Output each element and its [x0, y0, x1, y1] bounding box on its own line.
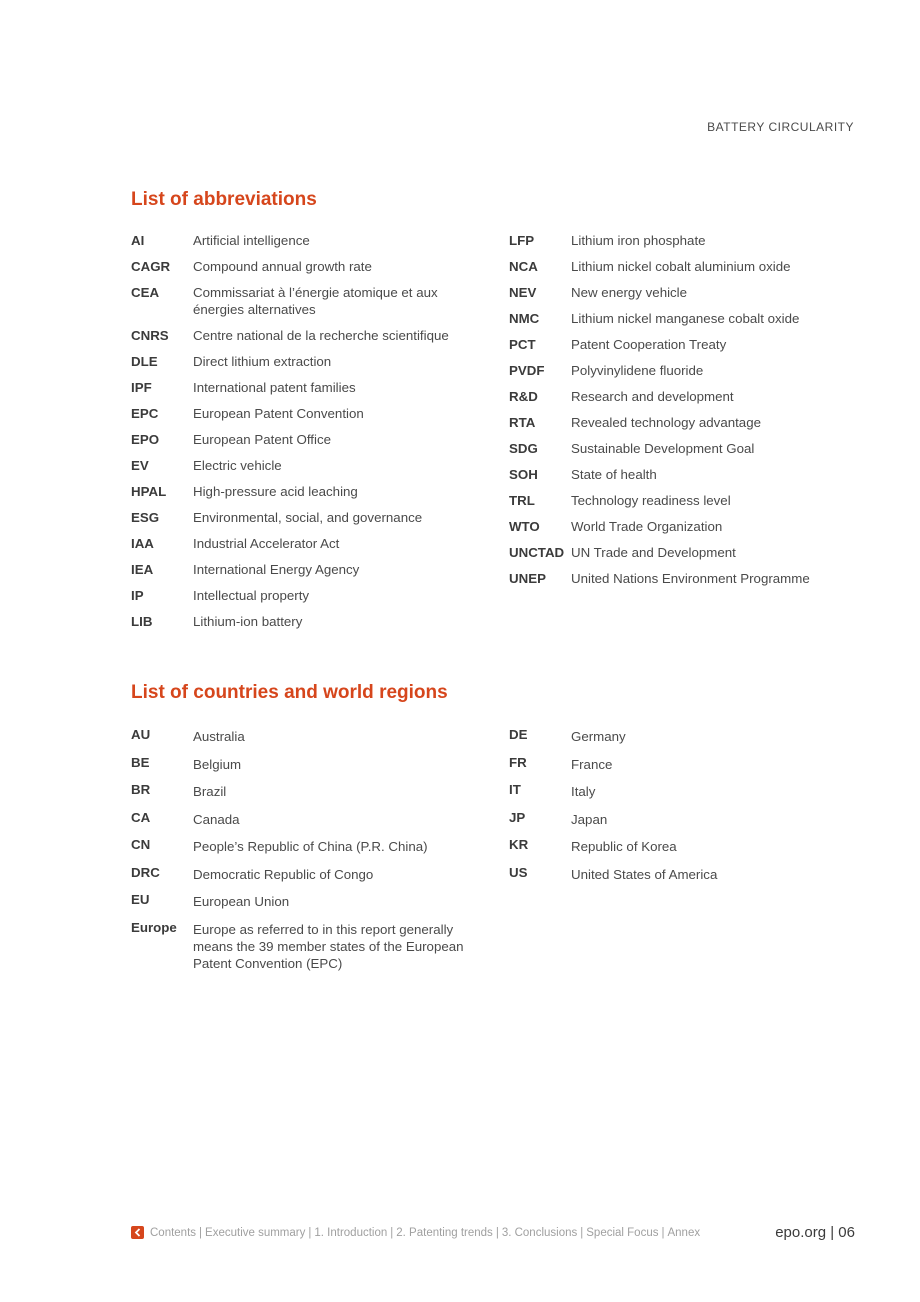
abbreviation-abbr: CEA [131, 285, 160, 300]
nav-link-annex[interactable]: Annex [667, 1226, 701, 1239]
abbreviation-row [131, 379, 491, 396]
abbreviation-abbr: NMC [509, 311, 540, 326]
abbreviation-row [509, 492, 869, 509]
abbreviation-abbr: UNCTAD [509, 545, 565, 560]
abbreviation-definition: Lithium nickel cobalt aluminium oxide [571, 259, 791, 274]
page-footer [131, 1224, 855, 1241]
abbreviation-abbr: RTA [509, 415, 536, 430]
abbreviation-abbr: CNRS [131, 328, 169, 343]
abbreviation-row [509, 544, 869, 561]
abbreviations-list-left [131, 232, 491, 639]
abbreviation-definition: Artificial intelligence [193, 233, 310, 248]
country-abbr: FR [509, 754, 527, 770]
country-row [131, 919, 491, 972]
abbreviation-row [131, 561, 491, 578]
abbreviation-definition: European Patent Office [193, 432, 331, 447]
abbreviation-definition: UN Trade and Development [571, 545, 736, 560]
abbreviation-definition: Intellectual property [193, 588, 310, 603]
abbreviation-abbr: WTO [509, 519, 540, 534]
abbreviation-row [131, 284, 491, 318]
country-definition: Australia [193, 729, 245, 744]
abbreviation-row [131, 327, 491, 344]
abbreviation-row [131, 353, 491, 370]
country-definition: Italy [571, 784, 596, 799]
abbreviation-definition: Patent Cooperation Treaty [571, 337, 727, 352]
abbreviation-abbr: IPF [131, 380, 152, 395]
abbreviation-row [131, 258, 491, 275]
abbreviation-abbr: NEV [509, 285, 537, 300]
abbreviation-abbr: EV [131, 458, 149, 473]
country-abbr: IT [509, 782, 521, 797]
nav-link-2-patenting-trends[interactable]: 2. Patenting trends [396, 1226, 493, 1239]
abbreviation-row [509, 570, 869, 587]
abbreviation-definition: Direct lithium extraction [193, 354, 332, 369]
abbreviation-row [509, 466, 869, 483]
abbreviation-abbr: PCT [509, 337, 536, 352]
country-definition: Brazil [193, 784, 227, 799]
abbreviation-row [131, 431, 491, 448]
abbreviation-row [131, 509, 491, 526]
abbreviation-definition: European Patent Convention [193, 406, 364, 421]
abbreviation-abbr: UNEP [509, 571, 546, 586]
abbreviation-definition: Lithium iron phosphate [571, 233, 706, 248]
chevron-left-icon[interactable] [131, 1226, 144, 1239]
abbreviation-abbr: SOH [509, 467, 538, 482]
country-definition: People’s Republic of China (P.R. China) [193, 839, 428, 854]
nav-link-1-introduction[interactable]: 1. Introduction [314, 1226, 388, 1239]
nav-link-3-conclusions[interactable]: 3. Conclusions [501, 1226, 578, 1239]
abbreviation-definition: International patent families [193, 380, 356, 395]
country-abbr: JP [509, 809, 526, 825]
country-row [509, 864, 869, 883]
abbreviation-definition: World Trade Organization [571, 519, 723, 534]
nav-separator: | [199, 1226, 203, 1239]
country-abbr: BE [131, 754, 150, 770]
nav-separator: | [390, 1226, 394, 1239]
country-abbr: DE [509, 727, 528, 742]
country-definition: European Union [193, 894, 290, 909]
abbreviations-title: List of abbreviations [131, 189, 317, 210]
country-definition: France [571, 756, 613, 772]
abbreviation-definition: Research and development [571, 389, 734, 404]
abbreviation-row [131, 535, 491, 552]
country-row [131, 726, 491, 745]
abbreviation-definition: Industrial Accelerator Act [193, 536, 340, 551]
abbreviation-row [509, 440, 869, 457]
abbreviation-row [509, 414, 869, 431]
abbreviation-abbr: IAA [131, 536, 154, 551]
abbreviation-row [509, 310, 869, 327]
nav-separator: | [661, 1226, 665, 1239]
country-definition: Germany [571, 729, 626, 744]
abbreviation-abbr: PVDF [509, 363, 545, 378]
nav-separator: | [495, 1226, 499, 1239]
abbreviation-abbr: TRL [509, 493, 535, 508]
country-definition: Belgium [193, 756, 242, 772]
abbreviation-abbr: LFP [509, 233, 535, 248]
abbreviation-row [131, 457, 491, 474]
country-abbr: EU [131, 892, 150, 907]
footer-navigation [131, 1226, 700, 1239]
abbreviation-definition: Commissariat à l’énergie atomique et aux énergies alternatives [193, 285, 438, 317]
abbreviation-abbr: AI [131, 233, 145, 248]
country-row [131, 754, 491, 773]
country-abbr: CN [131, 837, 151, 852]
abbreviation-row [131, 405, 491, 422]
country-definition: Japan [571, 811, 608, 827]
abbreviation-abbr: LIB [131, 614, 153, 629]
nav-separator: | [308, 1226, 312, 1239]
country-abbr: BR [131, 782, 151, 797]
abbreviation-definition: Revealed technology advantage [571, 415, 761, 430]
country-row [131, 891, 491, 910]
country-row [509, 754, 869, 773]
abbreviation-abbr: EPO [131, 432, 160, 447]
nav-link-contents[interactable]: Contents [150, 1226, 197, 1239]
abbreviation-abbr: EPC [131, 406, 159, 421]
abbreviation-row [509, 388, 869, 405]
country-definition: Republic of Korea [571, 839, 677, 854]
abbreviation-abbr: HPAL [131, 484, 167, 499]
abbreviation-definition: International Energy Agency [193, 562, 360, 577]
abbreviation-row [131, 483, 491, 500]
country-abbr: KR [509, 837, 529, 852]
country-row [509, 836, 869, 855]
abbreviation-definition: Environmental, social, and governance [193, 510, 423, 525]
abbreviation-row [509, 518, 869, 535]
abbreviation-row [509, 362, 869, 379]
abbreviation-definition: Technology readiness level [571, 493, 731, 508]
country-abbr: Europe [131, 919, 177, 935]
country-definition: Democratic Republic of Congo [193, 866, 374, 882]
abbreviation-abbr: NCA [509, 259, 538, 274]
abbreviation-row [509, 258, 869, 275]
countries-list-right [509, 726, 869, 891]
country-abbr: AU [131, 727, 151, 742]
abbreviation-definition: Compound annual growth rate [193, 259, 372, 274]
abbreviation-abbr: CAGR [131, 259, 171, 274]
country-row [131, 836, 491, 855]
abbreviation-row [131, 613, 491, 630]
country-row [131, 864, 491, 883]
abbreviation-row [509, 336, 869, 353]
abbreviation-abbr: SDG [509, 441, 538, 456]
abbreviation-abbr: ESG [131, 510, 160, 525]
abbreviation-row [131, 587, 491, 604]
country-definition: United States of America [571, 866, 718, 882]
abbreviation-row [131, 232, 491, 249]
country-row [509, 726, 869, 745]
abbreviations-list-right [509, 232, 869, 596]
country-abbr: CA [131, 809, 151, 825]
countries-list-left [131, 726, 491, 980]
abbreviation-abbr: IEA [131, 562, 154, 577]
abbreviation-definition: Electric vehicle [193, 458, 282, 473]
nav-link-executive-summary[interactable]: Executive summary [205, 1226, 306, 1239]
country-definition: Canada [193, 811, 240, 827]
country-row [131, 809, 491, 828]
abbreviation-definition: State of health [571, 467, 657, 482]
abbreviation-definition: New energy vehicle [571, 285, 688, 300]
countries-title: List of countries and world regions [131, 682, 448, 703]
country-row [131, 781, 491, 800]
abbreviation-definition: Sustainable Development Goal [571, 441, 755, 456]
abbreviation-definition: Centre national de la recherche scientifique [193, 328, 449, 343]
nav-separator: | [580, 1226, 584, 1239]
abbreviation-definition: Lithium nickel manganese cobalt oxide [571, 311, 800, 326]
abbreviation-abbr: R&D [509, 389, 538, 404]
abbreviation-abbr: DLE [131, 354, 158, 369]
country-abbr: US [509, 864, 528, 880]
abbreviation-row [509, 284, 869, 301]
country-row [509, 781, 869, 800]
abbreviation-definition: High-pressure acid leaching [193, 484, 358, 499]
abbreviation-definition: Polyvinylidene fluoride [571, 363, 704, 378]
abbreviation-row [509, 232, 869, 249]
nav-link-special-focus[interactable]: Special Focus [586, 1226, 659, 1239]
report-header-title: BATTERY CIRCULARITY [707, 120, 854, 134]
country-row [509, 809, 869, 828]
abbreviation-definition: United Nations Environment Programme [571, 571, 810, 586]
abbreviation-abbr: IP [131, 588, 144, 603]
page-reference: epo.org | 06 [775, 1224, 855, 1241]
abbreviation-definition: Lithium-ion battery [193, 614, 303, 629]
country-abbr: DRC [131, 864, 160, 880]
country-definition: Europe as referred to in this report generally means the 39 member states of the European Patent Convention (EPC) [193, 921, 464, 971]
